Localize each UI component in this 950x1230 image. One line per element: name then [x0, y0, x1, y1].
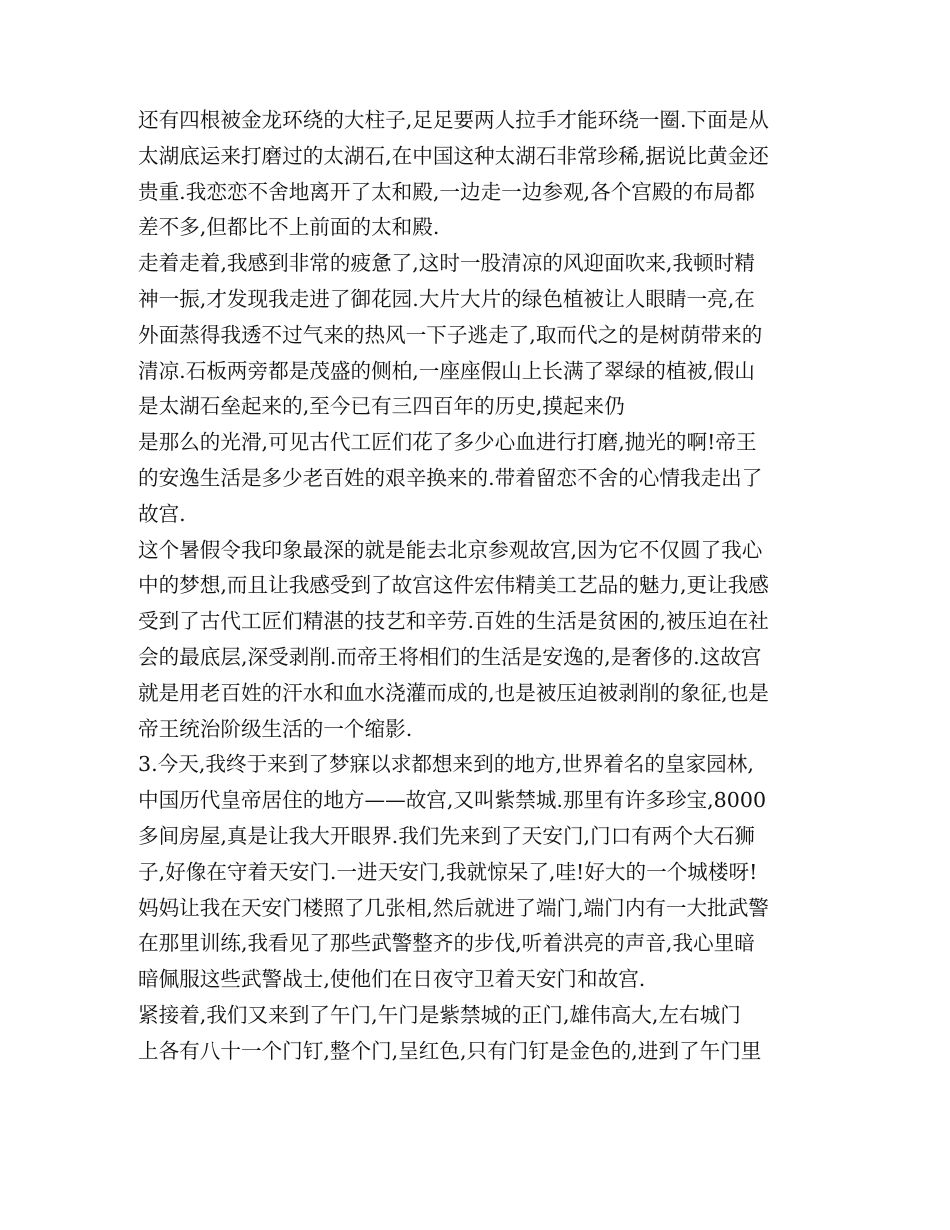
text-line: 子,好像在守着天安门.一进天安门,我就惊呆了,哇!好大的一个城楼呀! [138, 859, 758, 884]
text-line: 暗佩服这些武警战士,使他们在日夜守卫着天安门和故宫. [138, 967, 646, 992]
text-line: 是那么的光滑,可见古代工匠们花了多少心血进行打磨,抛光的啊!帝王 [138, 430, 757, 455]
text-line: 会的最底层,深受剥削.而帝王将相们的生活是安逸的,是奢侈的.这故宫 [138, 644, 762, 669]
text-line: 外面蒸得我透不过气来的热风一下子逃走了,取而代之的是树荫带来的 [138, 322, 763, 347]
text-line: 清凉.石板两旁都是茂盛的侧柏,一座座假山上长满了翠绿的植被,假山 [138, 358, 755, 383]
text-line: 紧接着,我们又来到了午门,午门是紫禁城的正门,雄伟高大,左右城门 [138, 1002, 741, 1027]
text-line: 中国历代皇帝居住的地方——故宫,又叫紫禁城.那里有许多珍宝,8000 [138, 788, 767, 813]
text-line: 走着走着,我感到非常的疲惫了,这时一股清凉的风迎面吹来,我顿时精 [138, 251, 755, 276]
text-line: 贵重.我恋恋不舍地离开了太和殿,一边走一边参观,各个宫殿的布局都 [138, 179, 755, 204]
text-line: 3.今天,我终于来到了梦寐以求都想来到的地方,世界着名的皇家园林, [138, 752, 754, 777]
text-line: 故宫. [138, 501, 186, 526]
text-line: 的安逸生活是多少老百姓的艰辛换来的.带着留恋不舍的心情我走出了 [138, 465, 763, 490]
text-line: 中的梦想,而且让我感受到了故宫这件宏伟精美工艺品的魅力,更让我感 [138, 573, 769, 598]
text-line: 帝王统治阶级生活的一个缩影. [138, 716, 413, 741]
text-line: 这个暑假令我印象最深的就是能去北京参观故宫,因为它不仅圆了我心 [138, 537, 763, 562]
text-line: 是太湖石垒起来的,至今已有三四百年的历史,摸起来仍 [138, 394, 625, 419]
essay-body-text [138, 103, 818, 1070]
text-line: 妈妈让我在天安门楼照了几张相,然后就进了端门,端门内有一大批武警 [138, 895, 769, 920]
text-line: 上各有八十一个门钉,整个门,呈红色,只有门钉是金色的,进到了午门里 [138, 1038, 762, 1063]
text-line: 就是用老百姓的汗水和血水浇灌而成的,也是被压迫被剥削的象征,也是 [138, 680, 769, 705]
text-line: 受到了古代工匠们精湛的技艺和辛劳.百姓的生活是贫困的,被压迫在社 [138, 609, 769, 634]
text-line: 太湖底运来打磨过的太湖石,在中国这种太湖石非常珍稀,据说比黄金还 [138, 143, 769, 168]
text-line: 在那里训练,我看见了那些武警整齐的步伐,听着洪亮的声音,我心里暗 [138, 931, 755, 956]
text-line: 神一振,才发现我走进了御花园.大片大片的绿色植被让人眼睛一亮,在 [138, 286, 755, 311]
text-line: 多间房屋,真是让我大开眼界.我们先来到了天安门,门口有两个大石狮 [138, 823, 755, 848]
text-line: 还有四根被金龙环绕的大柱子,足足要两人拉手才能环绕一圈.下面是从 [138, 108, 769, 132]
text-line: 差不多,但都比不上前面的太和殿. [138, 215, 440, 240]
